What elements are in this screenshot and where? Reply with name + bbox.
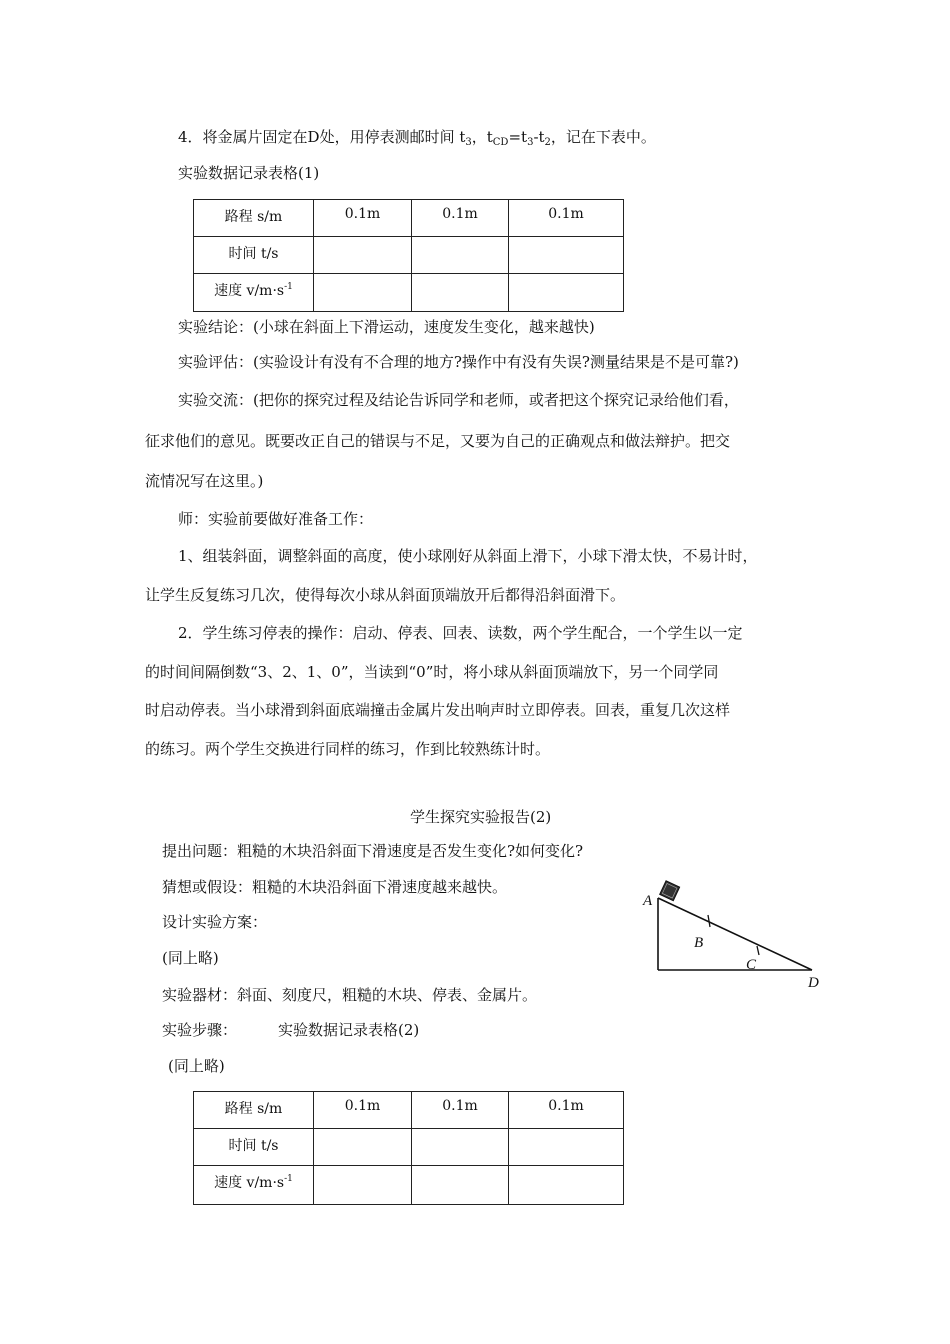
table-row <box>194 1092 624 1129</box>
equipment: 实验器材：斜面、刻度尺，粗糙的木块、停表、金属片。 <box>162 986 538 1004</box>
table-cell <box>509 237 624 274</box>
prep2-line-4: 的练习。两个学生交换进行同样的练习，作到比较熟练计时。 <box>145 740 551 758</box>
table1-caption: 实验数据记录表格(1) <box>178 164 320 182</box>
step4-text-b: ，t <box>471 128 493 146</box>
prep1-line-1: 1、组装斜面，调整斜面的高度，使小球刚好从斜面上滑下，小球下滑太快，不易计时， <box>178 547 758 565</box>
table-cell <box>412 237 509 274</box>
incline-diagram <box>636 875 826 995</box>
teacher-line: 师：实验前要做好准备工作： <box>178 510 374 528</box>
table-cell-label: 时间 t/s <box>194 237 314 274</box>
question: 提出问题：粗糙的木块沿斜面下滑速度是否发生变化?如何变化? <box>162 842 584 860</box>
table-cell <box>314 237 412 274</box>
table-cell: 0.1m <box>314 1092 412 1129</box>
step4-text-c: =t <box>508 128 528 146</box>
speed-sup: -1 <box>284 282 293 292</box>
table-cell: 0.1m <box>509 200 624 237</box>
prep2-line-2: 的时间间隔倒数“3、2、1、0”，当读到“0”时，将小球从斜面顶端放下，另一个同学同 <box>145 663 719 681</box>
table-cell <box>314 1166 412 1205</box>
same-as-above-2: (同上略) <box>168 1057 225 1075</box>
table-cell-label: 路程 s/m <box>194 200 314 237</box>
table2-caption: 实验数据记录表格(2) <box>278 1021 420 1039</box>
report2-title: 学生探究实验报告(2) <box>410 808 552 826</box>
data-table-2 <box>193 1091 624 1205</box>
speed-label: 速度 v/m·s <box>214 1175 285 1191</box>
block <box>660 881 680 901</box>
table-row <box>194 200 624 237</box>
table-cell: 0.1m <box>314 200 412 237</box>
table-cell <box>314 1129 412 1166</box>
table-row <box>194 1166 624 1205</box>
speed-sup: -1 <box>284 1174 293 1184</box>
hypothesis: 猜想或假设：粗糙的木块沿斜面下滑速度越来越快。 <box>162 878 508 896</box>
label-a: A <box>643 893 653 909</box>
evaluation: 实验评估：(实验设计有没有不合理的地方?操作中有没有失误?测量结果是不是可靠?) <box>178 353 739 371</box>
label-c: C <box>746 957 757 973</box>
label-d: D <box>808 975 819 991</box>
step4-sub-3: 3 <box>527 137 534 148</box>
design: 设计实验方案： <box>162 913 268 931</box>
table-cell <box>412 1166 509 1205</box>
prep1-line-2: 让学生反复练习几次，使得每次小球从斜面顶端放开后都得沿斜面滑下。 <box>145 586 626 604</box>
step4-text-d: -t <box>533 128 545 146</box>
table-cell-label: 时间 t/s <box>194 1129 314 1166</box>
table-cell-label: 路程 s/m <box>194 1092 314 1129</box>
exchange-line-2: 征求他们的意见。既要改正自己的错误与不足，又要为自己的正确观点和做法辩护。把交 <box>145 432 731 450</box>
prep2-line-1: 2．学生练习停表的操作：启动、停表、回表、读数，两个学生配合，一个学生以一定 <box>178 624 743 642</box>
table-cell: 0.1m <box>412 200 509 237</box>
table-cell-label <box>194 274 314 312</box>
conclusion: 实验结论：(小球在斜面上下滑运动，速度发生变化，越来越快) <box>178 318 595 336</box>
table-cell: 0.1m <box>412 1092 509 1129</box>
table-cell <box>509 1129 624 1166</box>
table-cell-label <box>194 1166 314 1205</box>
step4-sub-4: 2 <box>544 137 551 148</box>
table-row <box>194 274 624 312</box>
table-cell: 0.1m <box>509 1092 624 1129</box>
table-row <box>194 237 624 274</box>
step4-text-e: ，记在下表中。 <box>550 128 656 146</box>
prep2-line-3: 时启动停表。当小球滑到斜面底端撞击金属片发出响声时立即停表。回表，重复几次这样 <box>145 701 731 719</box>
same-as-above-1: (同上略) <box>162 949 219 967</box>
table-row <box>194 1129 624 1166</box>
incline-slope <box>658 898 812 970</box>
step4-sub-1: 3 <box>465 137 472 148</box>
tick-c <box>757 946 759 955</box>
table-cell <box>314 274 412 312</box>
exchange-line-1: 实验交流：(把你的探究过程及结论告诉同学和老师，或者把这个探究记录给他们看， <box>178 391 739 409</box>
speed-label: 速度 v/m·s <box>214 283 285 299</box>
table-cell <box>509 1166 624 1205</box>
steps-label: 实验步骤： <box>162 1021 238 1039</box>
exchange-line-3: 流情况写在这里。) <box>145 472 264 490</box>
step4-line <box>178 127 656 153</box>
table-cell <box>412 274 509 312</box>
data-table-1 <box>193 199 624 312</box>
table-cell <box>412 1129 509 1166</box>
step4-sub-2: CD <box>492 137 509 148</box>
label-b: B <box>694 935 704 951</box>
step4-text-a: 4．将金属片固定在D处，用停表测邮时间 t <box>178 128 466 146</box>
table-cell <box>509 274 624 312</box>
